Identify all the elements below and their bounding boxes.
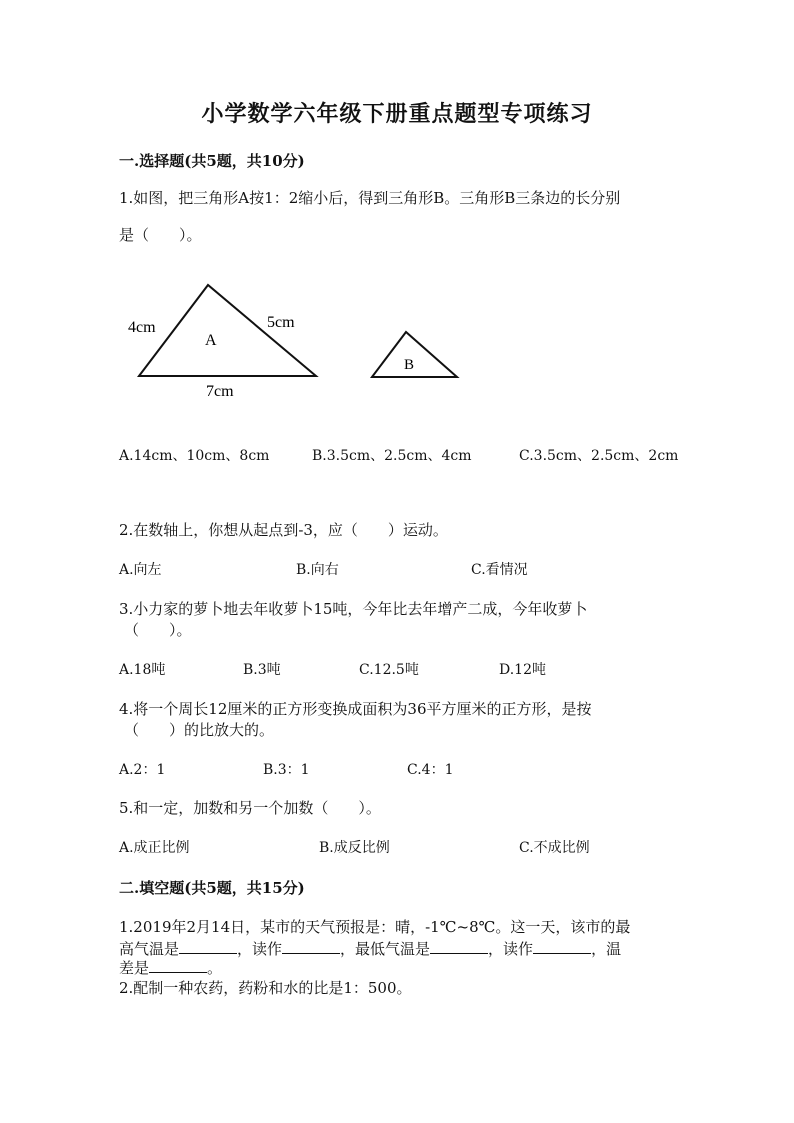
question-4-option-b: B.3：1 <box>263 762 310 778</box>
question-4-option-c: C.4：1 <box>407 762 454 778</box>
answer-blank[interactable] <box>179 939 237 954</box>
section-heading-fill-in: 二.填空题(共5题，共15分) <box>119 879 305 897</box>
section-heading-choice: 一.选择题(共5题，共10分) <box>119 152 305 170</box>
question-3-option-c: C.12.5吨 <box>359 662 419 678</box>
question-1-stem-line2: 是（ ）。 <box>119 226 202 244</box>
question-5-stem: 5.和一定，加数和另一个加数（ ）。 <box>119 799 381 817</box>
triangle-figure <box>110 270 480 410</box>
fill-question-1-line2 <box>119 938 621 959</box>
question-2-option-a: A.向左 <box>119 562 162 578</box>
question-4-stem-line2: （ ）的比放大的。 <box>124 721 275 739</box>
question-4-option-a: A.2：1 <box>119 762 166 778</box>
fill-text: 差是 <box>119 959 150 977</box>
fill-text: 。 <box>207 959 223 977</box>
question-4-stem-line1: 4.将一个周长12厘米的正方形变换成面积为36平方厘米的正方形，是按 <box>119 700 592 718</box>
fill-text: ，最低气温是 <box>340 940 431 958</box>
question-3-stem-line1: 3.小力家的萝卜地去年收萝卜15吨，今年比去年增产二成，今年收萝卜 <box>119 600 588 618</box>
page-title: 小学数学六年级下册重点题型专项练习 <box>201 101 593 127</box>
answer-blank[interactable] <box>282 939 340 954</box>
fill-question-1-line1: 1.2019年2月14日，某市的天气预报是：晴，-1℃~8℃。这一天，该市的最 <box>119 918 631 936</box>
fill-text: ，读作 <box>237 940 283 958</box>
question-1-option-b: B.3.5cm、2.5cm、4cm <box>312 448 472 464</box>
fill-text: ，读作 <box>488 940 534 958</box>
triangle-a-right-side-label: 5cm <box>267 314 295 331</box>
question-2-stem: 2.在数轴上，你想从起点到-3，应（ ）运动。 <box>119 521 448 539</box>
question-3-option-b: B.3吨 <box>243 662 281 678</box>
question-3-option-a: A.18吨 <box>119 662 166 678</box>
question-2-option-c: C.看情况 <box>471 562 528 578</box>
question-5-option-c: C.不成比例 <box>519 840 590 856</box>
question-3-option-d: D.12吨 <box>499 662 546 678</box>
triangle-a-bottom-side-label: 7cm <box>206 383 234 400</box>
fill-question-2-line1: 2.配制一种农药，药粉和水的比是1：500。 <box>119 979 412 997</box>
question-1-option-a: A.14cm、10cm、8cm <box>119 448 270 464</box>
question-2-option-b: B.向右 <box>296 562 339 578</box>
triangle-a-label: A <box>205 332 217 349</box>
triangle-a-left-side-label: 4cm <box>128 319 156 336</box>
triangle-b <box>372 332 457 377</box>
fill-question-1-line3 <box>119 957 222 978</box>
question-5-option-a: A.成正比例 <box>119 840 190 856</box>
question-1-stem-line1: 1.如图，把三角形A按1：2缩小后，得到三角形B。三角形B三条边的长分别 <box>119 189 621 207</box>
answer-blank[interactable] <box>149 958 207 973</box>
answer-blank[interactable] <box>533 939 591 954</box>
triangle-b-label: B <box>404 357 415 373</box>
fill-text: 高气温是 <box>119 940 180 958</box>
question-1-option-c: C.3.5cm、2.5cm、2cm <box>519 448 679 464</box>
question-3-stem-line2: （ ）。 <box>124 621 192 639</box>
question-5-option-b: B.成反比例 <box>319 840 390 856</box>
fill-text: ，温 <box>591 940 622 958</box>
answer-blank[interactable] <box>430 939 488 954</box>
